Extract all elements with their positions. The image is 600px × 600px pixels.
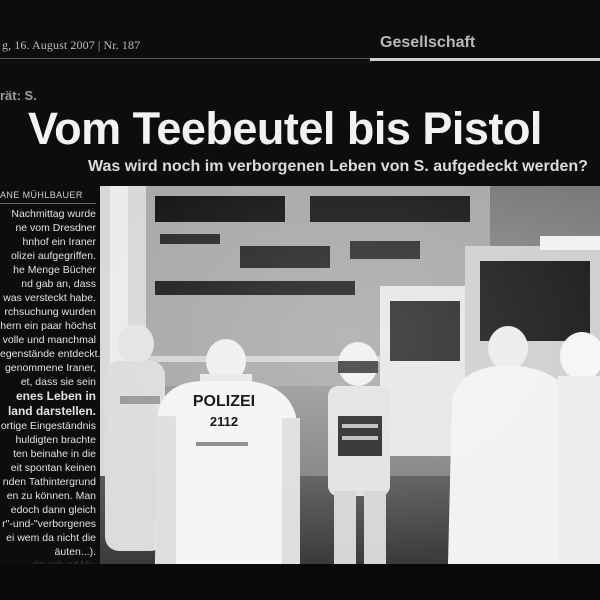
article-line: enes Leben in [15,389,96,403]
article-line: egenstände entdeckt. [0,348,101,360]
article-line: hern ein paar höchst [0,320,96,332]
article-line: eit spontan keinen [10,462,96,474]
article-line: en zu können. Man [6,490,96,502]
article-line: volle und manchmal [2,334,96,346]
article-line: ten beinahe in die [13,448,96,460]
article-line: genommene Iraner, [4,362,96,374]
article-line: ne vom Dresdner [15,222,96,234]
section-rule [370,58,600,61]
dateline: g, 16. August 2007 | Nr. 187 [2,38,141,52]
article-line: et, dass sie sein [20,376,96,388]
article-line: nden Tathintergrund [2,476,96,488]
photo-glow [100,186,600,564]
article-line: ortige Eingeständnis [0,420,96,432]
article-line: rchsuchung wurden [4,306,96,318]
article-line: huldigten brachte [15,434,96,446]
article-line: nd gab an, dass [21,278,96,290]
headline: Vom Teebeutel bis Pistol [28,103,542,154]
byline: ANE MÜHLBAUER [0,190,83,200]
vest-number: 2112 [209,414,239,429]
article-line: land darstellen. [7,404,96,418]
article-line: he Menge Bücher [13,264,96,276]
byline-rule [0,203,96,204]
page-bottom-band [0,564,600,600]
article-line: äuten...). [54,546,96,558]
kicker: rät: S. [0,88,37,103]
article-line: hnhof ein Iraner [22,236,96,248]
article-line: olizei aufgegriffen. [10,250,96,262]
article-line: r"-und-"verborgenes [2,518,96,530]
section-label: Gesellschaft [380,34,476,51]
article-line: ei wem da nicht die [6,532,96,544]
vest-text: POLIZEI [192,393,256,410]
article-body [0,207,101,558]
article-line: was versteckt habe. [3,292,96,304]
article-line: Nachmittag wurde [11,208,96,220]
news-photo [100,186,600,564]
subheadline: Was wird noch im verborgenen Leben von S. aufgedeckt werden? [88,158,588,175]
article-line: edoch dann gleich [10,504,96,516]
